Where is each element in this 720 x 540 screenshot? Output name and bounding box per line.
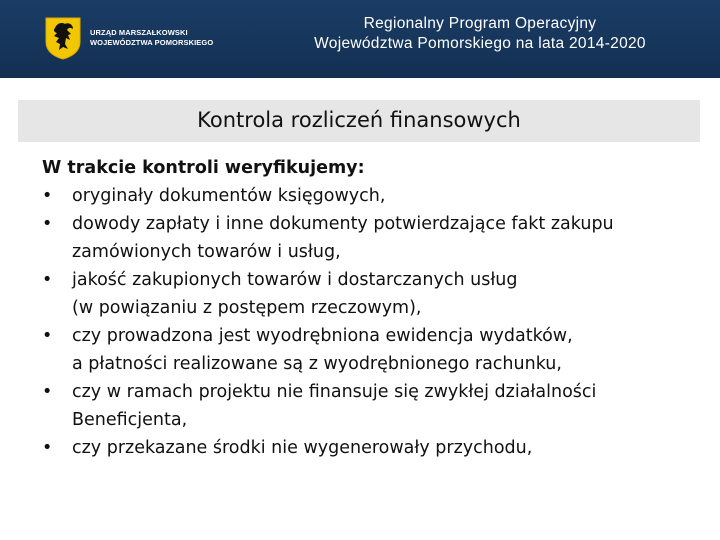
list-item [42,434,702,462]
bullet-icon: • [42,186,53,206]
bullet-icon: • [42,214,53,234]
list-item-line2: Beneficjenta, [72,410,188,430]
list-item-line1: czy w ramach projektu nie finansuje się zwykłej działalności [72,382,597,402]
list-item-line2: zamówionych towarów i usług, [72,242,341,262]
verification-list [42,182,702,462]
org-name-line1: URZĄD MARSZAŁKOWSKI [90,28,188,37]
list-item-line1: czy prowadzona jest wyodrębniona ewidencja wydatków, [72,326,573,346]
slide-header [0,0,720,78]
list-item [42,266,702,322]
org-name [90,28,213,48]
list-item [42,378,702,434]
org-name-line2: WOJEWÓDZTWA POMORSKIEGO [90,38,214,47]
program-title [260,14,700,54]
slide-content [42,154,702,462]
list-item-line2: (w powiązaniu z postępem rzeczowym), [72,298,422,318]
bullet-icon: • [42,438,53,458]
bullet-icon: • [42,382,53,402]
list-item [42,322,702,378]
slide-title-bar [18,100,700,142]
program-title-line1: Regionalny Program Operacyjny [363,15,597,32]
intro-text: W trakcie kontroli weryfikujemy: [42,158,365,178]
bullet-icon: • [42,326,53,346]
list-item [42,210,702,266]
griffin-emblem-icon [44,16,82,60]
bullet-icon: • [42,270,53,290]
program-title-line2: Województwa Pomorskiego na lata 2014-2020 [314,35,646,52]
slide-title: Kontrola rozliczeń finansowych [197,108,521,132]
list-item-line1: oryginały dokumentów księgowych, [72,186,386,206]
org-logo [44,14,224,62]
list-item-line1: czy przekazane środki nie wygenerowały przychodu, [72,438,533,458]
list-item [42,182,702,210]
list-item-line1: dowody zapłaty i inne dokumenty potwierdzające fakt zakupu [72,214,614,234]
list-item-line2: a płatności realizowane są z wyodrębnionego rachunku, [72,354,562,374]
list-item-line1: jakość zakupionych towarów i dostarczanych usług [72,270,518,290]
